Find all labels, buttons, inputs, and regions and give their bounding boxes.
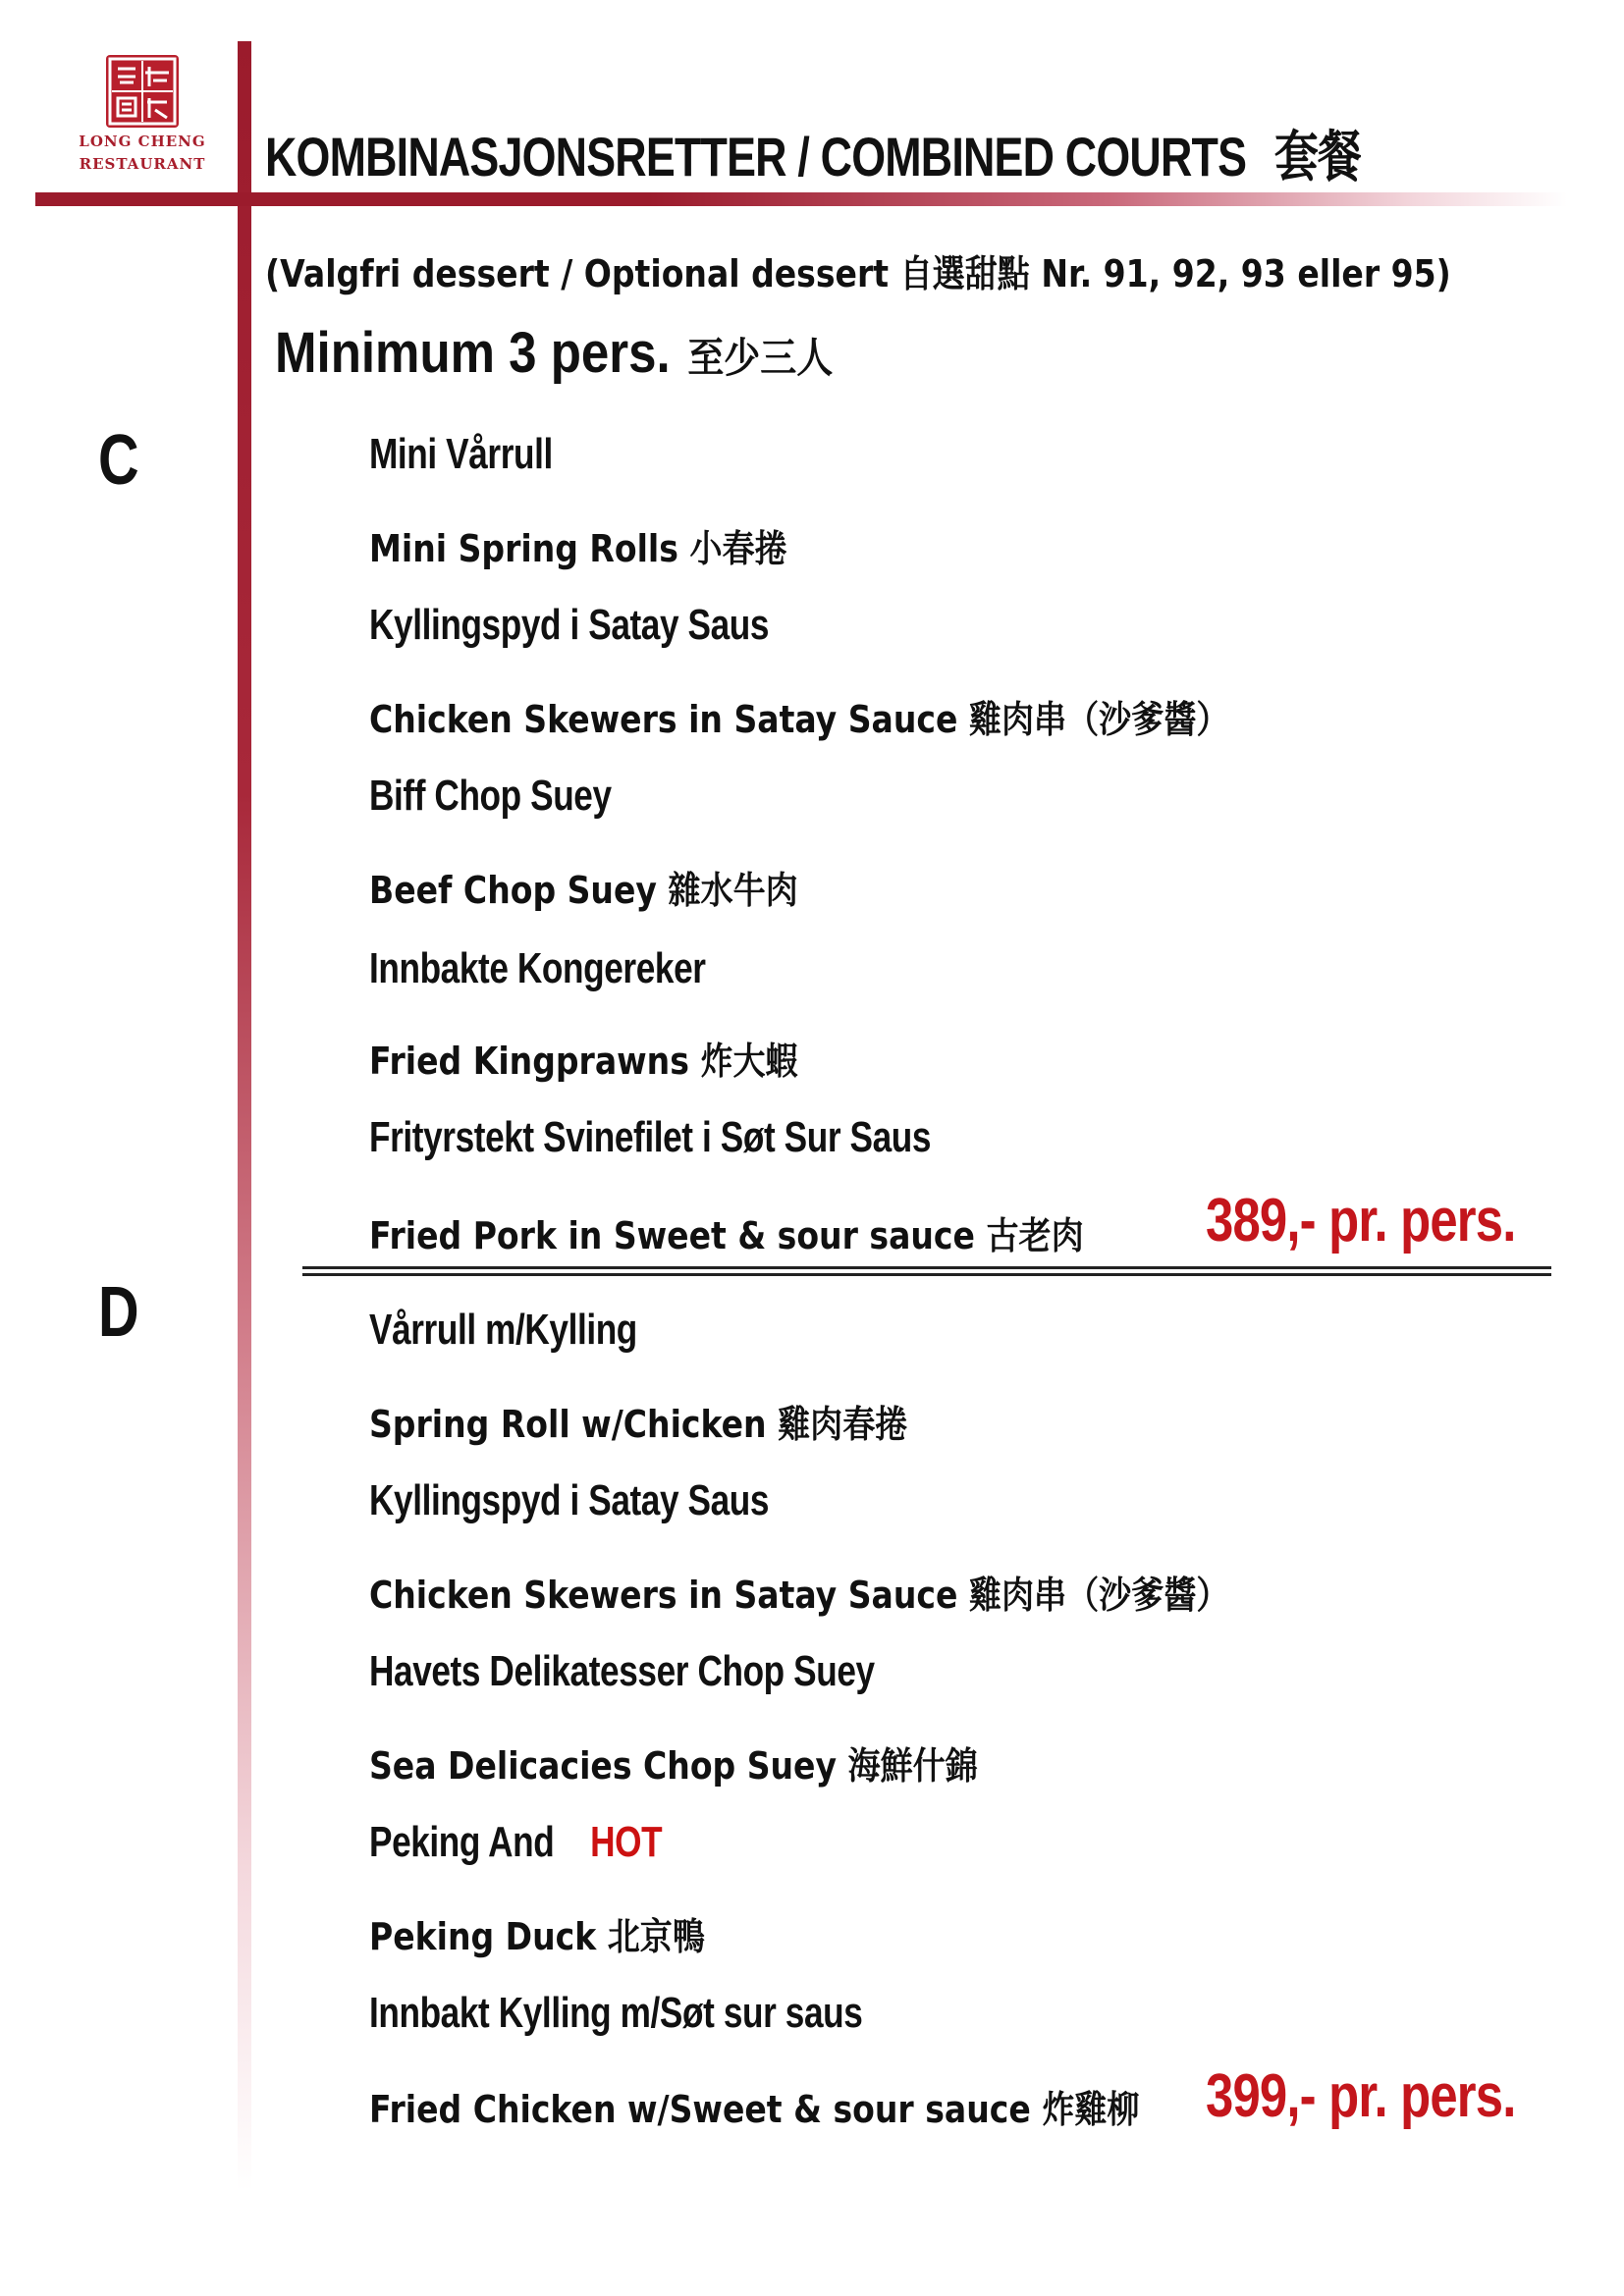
set-c-item-1-no: Mini Vårrull xyxy=(369,430,553,478)
peking-and-label: Peking And xyxy=(369,1818,555,1866)
set-d-item-1-no: Vårrull m/Kylling xyxy=(369,1306,637,1354)
restaurant-logo xyxy=(69,55,216,173)
set-d-item-1-en: Spring Roll w/Chicken 雞肉春捲 xyxy=(369,1403,908,1446)
set-c-price: 389,- pr. pers. xyxy=(1206,1187,1516,1255)
set-c-item-3-en: Beef Chop Suey 雜水牛肉 xyxy=(369,869,798,912)
set-c-item-3-no: Biff Chop Suey xyxy=(369,772,612,820)
set-d-item-3-en: Sea Delicacies Chop Suey 海鮮什錦 xyxy=(369,1744,978,1788)
set-d-item-2-en: Chicken Skewers in Satay Sauce 雞肉串（沙爹醬） xyxy=(369,1574,1229,1617)
set-d-price: 399,- pr. pers. xyxy=(1206,2062,1516,2130)
hot-badge: HOT xyxy=(590,1818,663,1866)
title-text: KOMBINASJONSRETTER / COMBINED COURTS xyxy=(265,126,1247,187)
set-c-item-2-en: Chicken Skewers in Satay Sauce 雞肉串（沙爹醬） xyxy=(369,698,1229,741)
logo-subtitle: RESTAURANT xyxy=(79,155,206,173)
set-letter-d: D xyxy=(98,1273,139,1352)
set-c-item-4-no: Innbakte Kongereker xyxy=(369,944,706,992)
set-c-item-5-no: Frityrstekt Svinefilet i Søt Sur Saus xyxy=(369,1113,932,1161)
title-cjk: 套餐 xyxy=(1273,126,1361,187)
seal-icon xyxy=(106,55,179,128)
section-divider xyxy=(302,1266,1551,1276)
vertical-accent-bar xyxy=(238,41,251,2191)
dessert-note: (Valgfri dessert / Optional dessert 自選甜點 Nr. 91, 92, 93 eller 95) xyxy=(265,252,1451,295)
minimum-cjk: 至少三人 xyxy=(687,334,834,382)
set-d-item-4-no xyxy=(369,1818,662,1867)
set-d-item-3-no: Havets Delikatesser Chop Suey xyxy=(369,1647,875,1695)
set-c-item-2-no: Kyllingspyd i Satay Saus xyxy=(369,601,770,649)
set-d-item-4-en: Peking Duck 北京鴨 xyxy=(369,1915,705,1958)
set-c-item-1-en: Mini Spring Rolls 小春捲 xyxy=(369,527,787,570)
set-c-item-4-en: Fried Kingprawns 炸大蝦 xyxy=(369,1040,798,1083)
set-d-item-2-no: Kyllingspyd i Satay Saus xyxy=(369,1476,770,1524)
set-d-item-5-en: Fried Chicken w/Sweet & sour sauce 炸雞柳 xyxy=(369,2088,1140,2131)
set-letter-c: C xyxy=(98,421,139,500)
minimum-text: Minimum 3 pers. xyxy=(275,321,671,385)
minimum-persons xyxy=(275,320,833,386)
set-c-item-5-en: Fried Pork in Sweet & sour sauce 古老肉 xyxy=(369,1214,1084,1257)
set-d-item-5-no: Innbakt Kylling m/Søt sur saus xyxy=(369,1989,863,2037)
page-title xyxy=(265,126,1361,188)
logo-name: LONG CHENG xyxy=(79,133,206,150)
horizontal-accent-bar xyxy=(35,192,1567,206)
